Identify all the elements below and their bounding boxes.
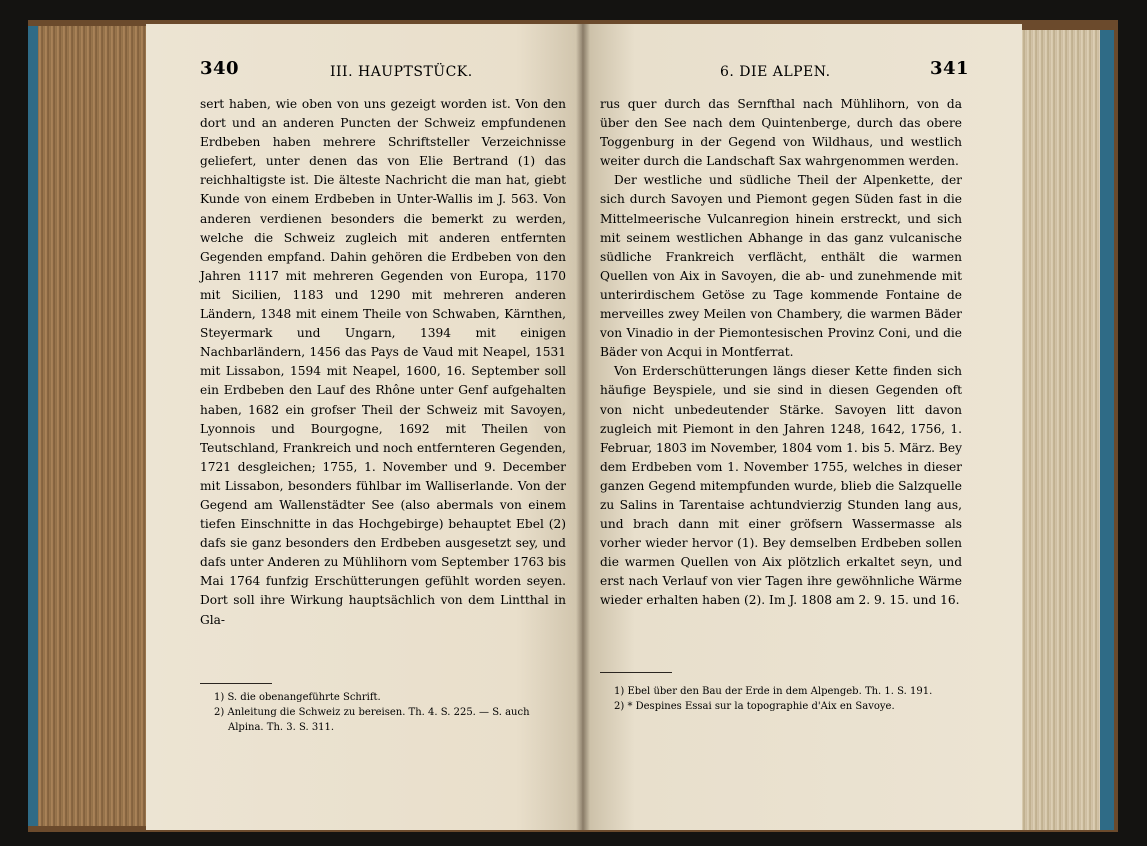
left-footnotes bbox=[214, 690, 566, 735]
left-page-number: 340 bbox=[200, 58, 240, 79]
right-paragraph: rus quer durch das Sernfthal nach Mühlihorn, von da über den See nach dem Quintenberge, durch das obere Toggenburg in der Gegend von Wildhaus, und westlich weiter durch die Landschaft Sax wahrgenommen werden. bbox=[600, 97, 962, 169]
left-page-edges bbox=[28, 26, 156, 826]
right-paragraph: Von Erderschütterungen längs dieser Kette finden sich häufige Beyspiele, und sie sind in diesen Gegenden oft von nicht unbedeutender Stärke. Savoyen litt davon zugleich mit Piemont in den Jahren 1248, 1642, 1756, 1. Februar, 1803 im November, 1804 vom 1. bis 5. März. Bey dem Erdbeben vom 1. November 1755, welches in dieser ganzen Gegend mitempfunden wurde, blieb die Salzquelle zu Salins in Tarentaise achtundvierzig Stunden lang aus, und brach dann mit einer gröfsern Wassermasse als vorher wieder hervor (1). Bey demselben Erdbeben sollen die warmen Quellen von Aix plötzlich erkaltet seyn, und erst nach Verlauf von vier Tagen ihre gewöhnliche Wärme wieder erhalten haben (2). Im J. 1808 am 2. 9. 15. und 16. bbox=[600, 364, 962, 608]
right-body-text bbox=[600, 95, 962, 611]
left-body-text bbox=[200, 95, 566, 630]
right-footnote: 2) * Despines Essai sur la topographie d'Aix en Savoye. bbox=[614, 701, 895, 712]
book-gutter bbox=[576, 24, 590, 830]
left-running-head: III. HAUPTSTÜCK. bbox=[330, 64, 473, 80]
left-paragraph: sert haben, wie oben von uns gezeigt worden ist. Von den dort und an anderen Puncten der Schweiz empfundenen Erdbeben haben mehrere Schriftsteller Verzeichnisse geliefert, unter denen das von Elie Bertrand (1) das reichhaltigste ist. Die älteste Nachricht die man hat, giebt Kunde von einem Erdbeben in Unter-Wallis im J. 563. Von anderen verdienen besonders die bemerkt zu werden, welche die Schweiz zugleich mit anderen entfernten Gegenden empfand. Dahin gehören die Erdbeben von den Jahren 1117 mit mehreren Gegenden von Europa, 1170 mit Sicilien, 1183 und 1290 mit mehreren anderen Ländern, 1348 mit einem Theile von Schwaben, Kärnthen, Steyermark und Ungarn, 1394 mit einigen Nachbarländern, 1456 das Pays de Vaud mit Neapel, 1531 mit Lissabon, 1594 mit Neapel, 1600, 16. September soll ein Erdbeben den Lauf des Rhône unter Genf aufgehalten haben, 1682 ein grofser Theil der Schweiz mit Savoyen, Lyonnois und Bourgogne, 1692 mit Theilen von Teutschland, Frankreich und noch entfernteren Gegenden, 1721 desgleichen; 1755, 1. November und 9. December mit Lissabon, besonders fühlbar im Walliserlande. Von der Gegend am Wallenstädter See (also abermals von einem tiefen Einschnitte in das Hochgebirge) behauptet Ebel (2) dafs sie ganz besonders den Erdbeben ausgesetzt sey, und dafs unter Anderen zu Mühlihorn vom September 1763 bis Mai 1764 funfzig Erschütterungen gefühlt worden seyen. Dort soll ihre Wirkung hauptsächlich von dem Lintthal in Gla- bbox=[200, 97, 566, 627]
left-footnote-rule bbox=[200, 683, 272, 684]
right-page-edges bbox=[1020, 30, 1114, 830]
right-footnote-rule bbox=[600, 672, 672, 673]
right-running-head: 6. DIE ALPEN. bbox=[720, 64, 831, 80]
left-footnote: 2) Anleitung die Schweiz zu bereisen. Th. 4. S. 225. — S. auch Alpina. Th. 3. S. 311. bbox=[214, 707, 530, 733]
right-footnote: 1) Ebel über den Bau der Erde in dem Alpengeb. Th. 1. S. 191. bbox=[614, 686, 933, 697]
right-footnotes bbox=[614, 684, 964, 714]
left-footnote: 1) S. die obenangeführte Schrift. bbox=[214, 692, 381, 703]
right-page-number: 341 bbox=[930, 58, 970, 79]
right-paragraph: Der westliche und südliche Theil der Alpenkette, der sich durch Savoyen und Piemont gegen Süden fast in die Mittelmeerische Vulcanregion hinein erstreckt, und sich mit seinem westlichen Abhange in das ganz vulcanische südliche Frankreich verflächt, enthält die warmen Quellen von Aix in Savoyen, die ab- und zunehmende mit unterirdischem Getöse zu Tage kommende Fontaine de merveilles zwey Meilen von Chambery, die warmen Bäder von Vinadio in der Piemontesischen Provinz Coni, und die Bäder von Acqui in Montferrat. bbox=[600, 173, 962, 360]
